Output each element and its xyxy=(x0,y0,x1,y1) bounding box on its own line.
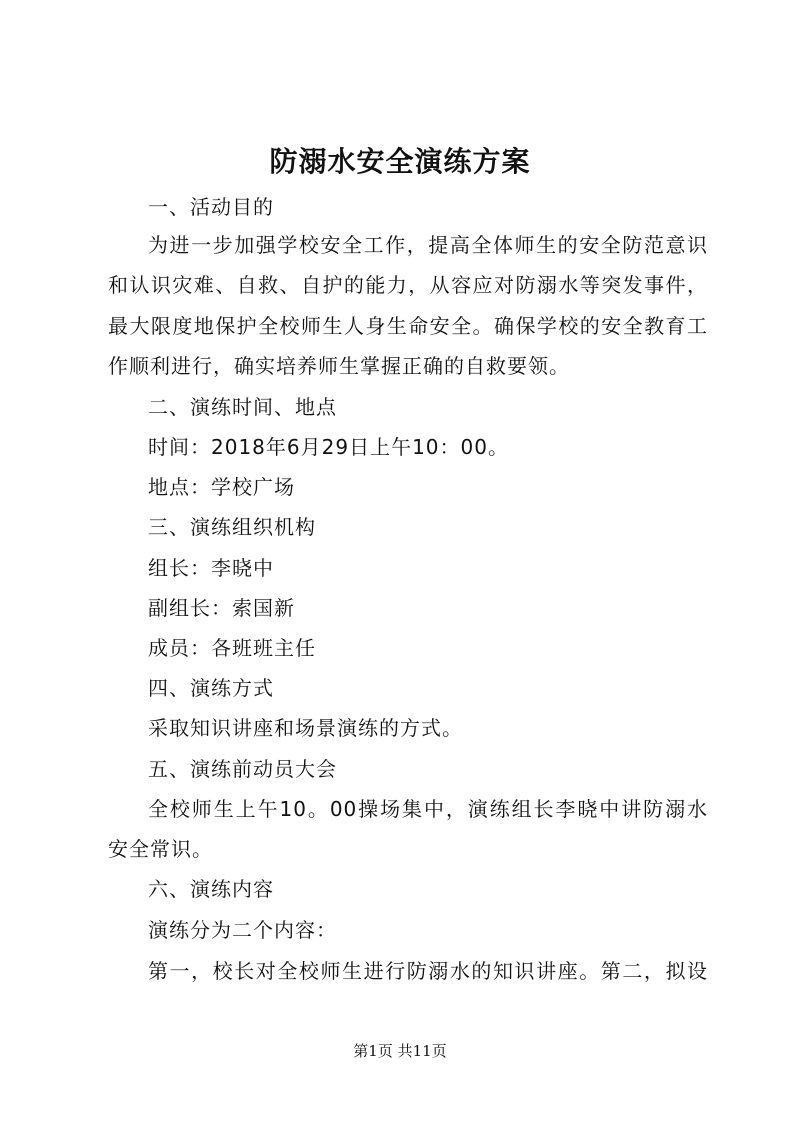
section-heading-purpose: 一、活动目的 xyxy=(148,195,274,219)
paragraph-line: 安全常识。 xyxy=(108,837,213,861)
paragraph-line: 采取知识讲座和场景演练的方式。 xyxy=(148,716,463,740)
paragraph-line: 和认识灾难、自救、自护的能力，从容应对防溺水等突发事件， xyxy=(108,273,708,297)
section-heading-method: 四、演练方式 xyxy=(148,676,274,700)
section-heading-time-place: 二、演练时间、地点 xyxy=(148,395,337,419)
document-title: 防溺水安全演练方案 xyxy=(269,145,531,178)
section-heading-organization: 三、演练组织机构 xyxy=(148,515,316,539)
paragraph-line: 为进一步加强学校安全工作，提高全体师生的安全防范意识 xyxy=(148,233,708,257)
section-heading-content: 六、演练内容 xyxy=(148,877,274,901)
paragraph-line: 全校师生上午10。00操场集中，演练组长李晓中讲防溺水 xyxy=(148,797,708,821)
drill-time: 时间：2018年6月29日上午10：00。 xyxy=(148,435,509,459)
members: 成员：各班班主任 xyxy=(148,636,316,660)
section-heading-mobilization: 五、演练前动员大会 xyxy=(148,757,337,781)
paragraph-line: 第一，校长对全校师生进行防溺水的知识讲座。第二，拟设 xyxy=(148,959,708,983)
deputy-leader: 副组长：索国新 xyxy=(148,596,295,620)
paragraph-line: 最大限度地保护全校师生人身生命安全。确保学校的安全教育工 xyxy=(108,314,708,338)
paragraph-line: 作顺利进行，确实培养师生掌握正确的自救要领。 xyxy=(108,354,570,378)
paragraph-line: 演练分为二个内容： xyxy=(148,918,337,942)
team-leader: 组长：李晓中 xyxy=(148,556,274,580)
page-number-footer: 第1页 共11页 xyxy=(353,1042,447,1060)
drill-place: 地点：学校广场 xyxy=(148,475,295,499)
